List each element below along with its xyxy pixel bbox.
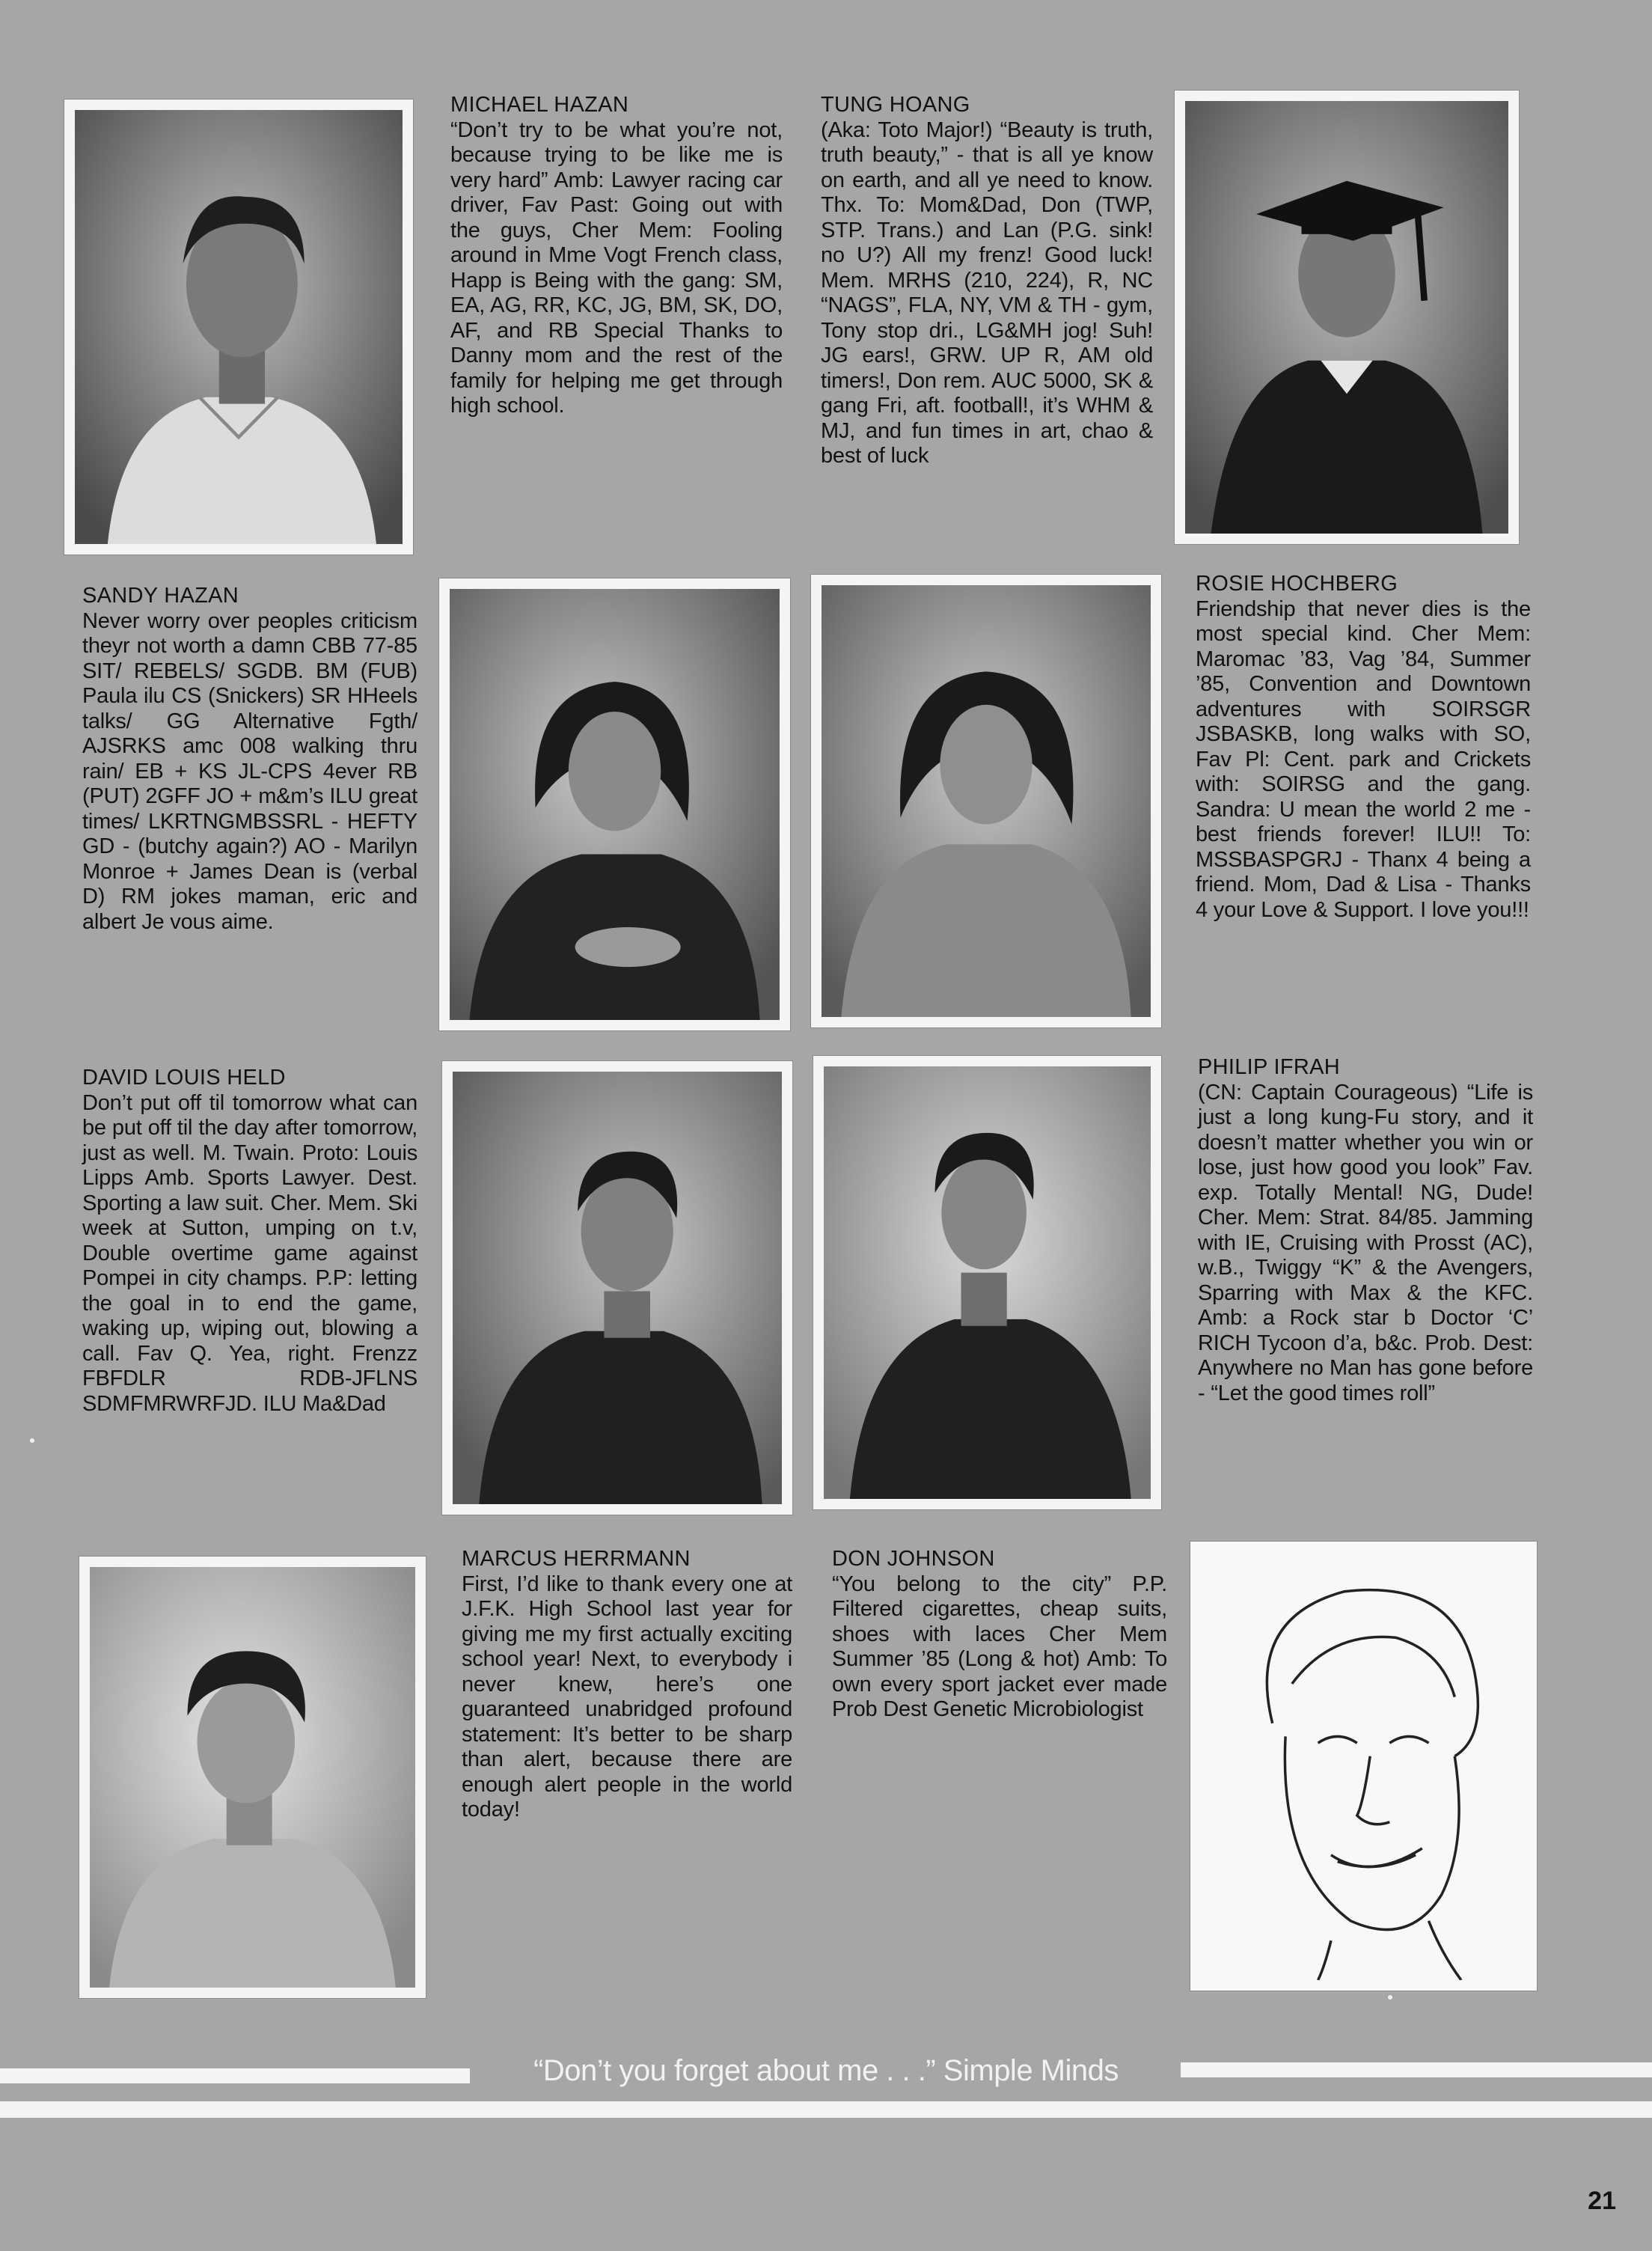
student-name: SANDY HAZAN [82,584,239,608]
caricature-sketch [1190,1542,1537,1991]
photo-philip-ifrah [813,1056,1161,1509]
photo-sandy-hazan [439,578,790,1030]
student-name: ROSIE HOCHBERG [1196,572,1398,596]
student-text: First, I’d like to thank every one at J.F.K. High School last year for giving me my first actually exciting school year! Next, to everybody i never knew, here’s one guaranteed unabridged profound statement: It’s better to be sharp than alert, because there are enough alert people in the world today! [462,1572,792,1821]
student-text: (Aka: Toto Major!) “Beauty is truth, truth beauty,” - that is all ye know on earth, and all ye need to know. Thx. To: Mom&Dad, Don (TWP, STP. Trans.) and Lan (P.G. sink! no U?) All my frenz! Good luck! Mem. MRHS (210, 224), R, NC “NAGS”, FLA, NY, VM & TH - gym, Tony stop dri., LG&MH jog! Suh! JG ears!, GRW. UP R, AM old timers!, Don rem. AUC 5000, SK & gang Fri, aft. football!, it’s WHM & MJ, and fun times in art, chao & best of luck [821,117,1153,468]
entry-david-louis-held [82,1066,417,1417]
scan-speck [30,1438,34,1443]
photo-marcus-herrmann [79,1557,426,1998]
photo-tung-hoang [1175,91,1519,544]
entry-michael-hazan [450,93,783,419]
entry-tung-hoang [821,93,1153,469]
student-name: DAVID LOUIS HELD [82,1066,286,1090]
student-text: Never worry over peoples criticism theyr not worth a damn CBB 77-85 SIT/ REBELS/ SGDB. BM (FUB) Paula ilu CS (Snickers) SR HHeels talks/ GG Alternative Fgth/ AJSRKS amc 008 walking thru rain/ EB + KS JL-CPS 4ever RB (PUT) 2GFF JO + m&m’s ILU great times/ LKRTNGMBSSRL - HEFTY GD - (butchy again?) AO - Marilyn Monroe + James Dean is (verbal D) RM jokes maman, eric and albert Je vous aime. [82,608,417,934]
entry-sandy-hazan [82,584,417,935]
photo-michael-hazan [64,100,413,555]
photo-david-louis-held [442,1061,792,1515]
student-text: “Don’t try to be what you’re not, because trying to be like me is very hard” Amb: Lawyer racing car driver, Fav Past: Going out with the guys, Cher Mem: Fooling around in Mme Vogt French class, Happ is Being with the gang: SM, EA, AG, RR, KC, JG, BM, SK, DO, AF, and RB Special Thanks to Danny mom and the rest of the family for helping me get through high school. [450,117,783,418]
student-text: Don’t put off til tomorrow what can be put off til the day after tomorrow, just as well. M. Twain. Proto: Louis Lipps Amb. Sports Lawyer. Dest. Sporting a law suit. Cher. Mem. Ski week at Sutton, umping on t.v, Double overtime game against Pompei in city champs. P.P: letting the goal in to end the game, waking up, wiping out, blowing a call. Fav Q. Yea, right. Frenzz FBFDLR RDB-JFLNS SDMFMRWRFJD. ILU Ma&Dad [82,1090,417,1416]
photo-rosie-hochberg [811,575,1161,1027]
student-name: MICHAEL HAZAN [450,93,629,117]
student-text: Friendship that never dies is the most special kind. Cher Mem: Maromac ’83, Vag ’84, Summer ’85, Convention and Downtown adventures with SOIRSGR JSBASKB, long walks with SO, Fav Pl: Cent. park and Crickets with: SOIRSG and the gang. Sandra: U mean the world 2 me - best friends forever! ILU!! To: MSSBASPGRJ - Thanx 4 being a friend. Mom, Dad & Lisa - Thanks 4 your Love & Support. I love you!!! [1196,596,1531,922]
student-name: TUNG HOANG [821,93,970,117]
entry-marcus-herrmann [462,1547,792,1823]
scan-speck [1388,1995,1392,2000]
footer-rule-full [0,2101,1652,2118]
student-name: MARCUS HERRMANN [462,1547,691,1571]
entry-philip-ifrah [1198,1055,1533,1406]
page-number: 21 [1588,2187,1616,2215]
student-name: DON JOHNSON [832,1547,995,1571]
entry-rosie-hochberg [1196,572,1531,923]
student-text: “You belong to the city” P.P. Filtered cigarettes, cheap suits, shoes with laces Cher Mem Summer ’85 (Long & hot) Amb: To own every sport jacket ever made Prob Dest Genetic Microbiologist [832,1572,1167,1721]
student-name: PHILIP IFRAH [1198,1055,1341,1079]
entry-don-johnson [832,1547,1167,1723]
footer-quote: “Don’t you forget about me . . .” Simple Minds [533,2054,1119,2087]
student-text: (CN: Captain Courageous) “Life is just a long kung-Fu story, and it doesn’t matter whether you win or lose, just how good you look” Fav. exp. Totally Mental! NG, Dude! Cher. Mem: Strat. 84/85. Jamming with IE, Cruising with Prosst (AC), w.B., Twiggy “K” & the Avengers, Sparring with Max & the KFC. Amb: a Rock star b Doctor ‘C’ RICH Tycoon d’a, b&c. Prob. Dest: Anywhere no Man has gone before - “Let the good times roll” [1198,1080,1533,1405]
